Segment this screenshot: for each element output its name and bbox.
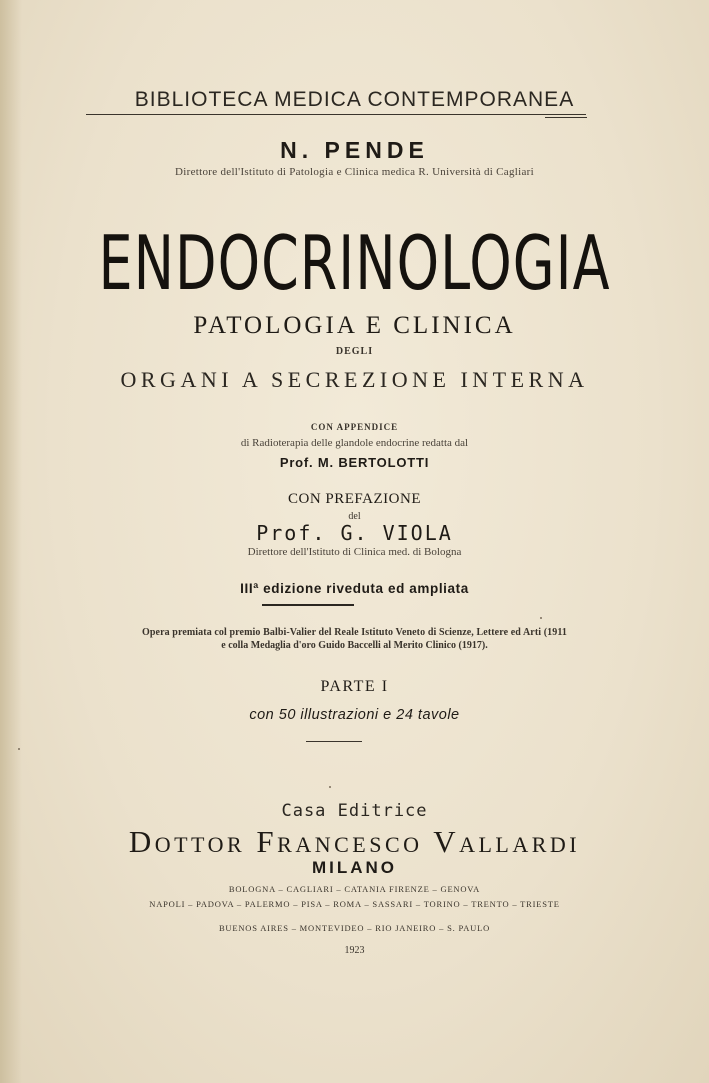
edition-note: IIIª edizione riveduta ed ampliata (240, 581, 469, 596)
publisher-name: Dottor Francesco Vallardi (128, 824, 581, 859)
appendix-author: Prof. M. BERTOLOTTI (279, 455, 430, 470)
book-title: ENDOCRINOLOGIA (98, 220, 611, 307)
publication-year: 1923 (344, 945, 365, 956)
publisher-house: Casa Editrice (281, 801, 428, 821)
author-role: Direttore dell'Istituto di Patologia e Clinica medica R. Università di Cagliari (175, 166, 534, 178)
branch-cities-line3: BUENOS AIRES – MONTEVIDEO – RIO JANEIRO – S. PAULO (218, 923, 491, 933)
paper-fleck (18, 748, 20, 750)
edition-rule (262, 604, 354, 606)
appendix-heading: CON APPENDICE (310, 422, 399, 432)
branch-cities-line1: BOLOGNA – CAGLIARI – CATANIA FIRENZE – GENOVA (228, 884, 481, 894)
publisher-city: MILANO (311, 858, 398, 877)
prize-line2: e colla Medaglia d'oro Guido Baccelli al Merito Clinico (1917). (221, 640, 488, 651)
preface-heading: CON PREFAZIONE (288, 491, 421, 507)
author-name: N. PENDE (280, 137, 429, 163)
illustrations-rule (306, 741, 362, 742)
series-rule (86, 114, 586, 115)
branch-cities-line2: NAPOLI – PADOVA – PALERMO – PISA – ROMA – SASSARI – TORINO – TRENTO – TRIESTE (149, 899, 560, 909)
illustrations-note: con 50 illustrazioni e 24 tavole (249, 707, 460, 723)
appendix-text: di Radioterapia delle glandole endocrine redatta dal (240, 437, 469, 449)
paper-fleck (329, 786, 331, 788)
preface-connector: del (348, 511, 361, 522)
paper-fleck (540, 617, 542, 619)
part-label: PARTE I (320, 678, 389, 695)
prize-line1: Opera premiata col premio Balbi-Valier del Reale Istituto Veneto di Scienze, Lettere ed Arti (1911 (141, 627, 568, 638)
series-title: BIBLIOTECA MEDICA CONTEMPORANEA (134, 88, 575, 111)
preface-author-role: Direttore dell'Istituto di Clinica med. di Bologna (247, 546, 462, 558)
series-rule-double (545, 117, 587, 118)
subtitle-line1: PATOLOGIA E CLINICA (193, 312, 516, 339)
subtitle-connector: DEGLI (335, 346, 374, 357)
preface-author: Prof. G. VIOLA (256, 521, 453, 545)
subtitle-line2: ORGANI A SECREZIONE INTERNA (120, 367, 589, 392)
